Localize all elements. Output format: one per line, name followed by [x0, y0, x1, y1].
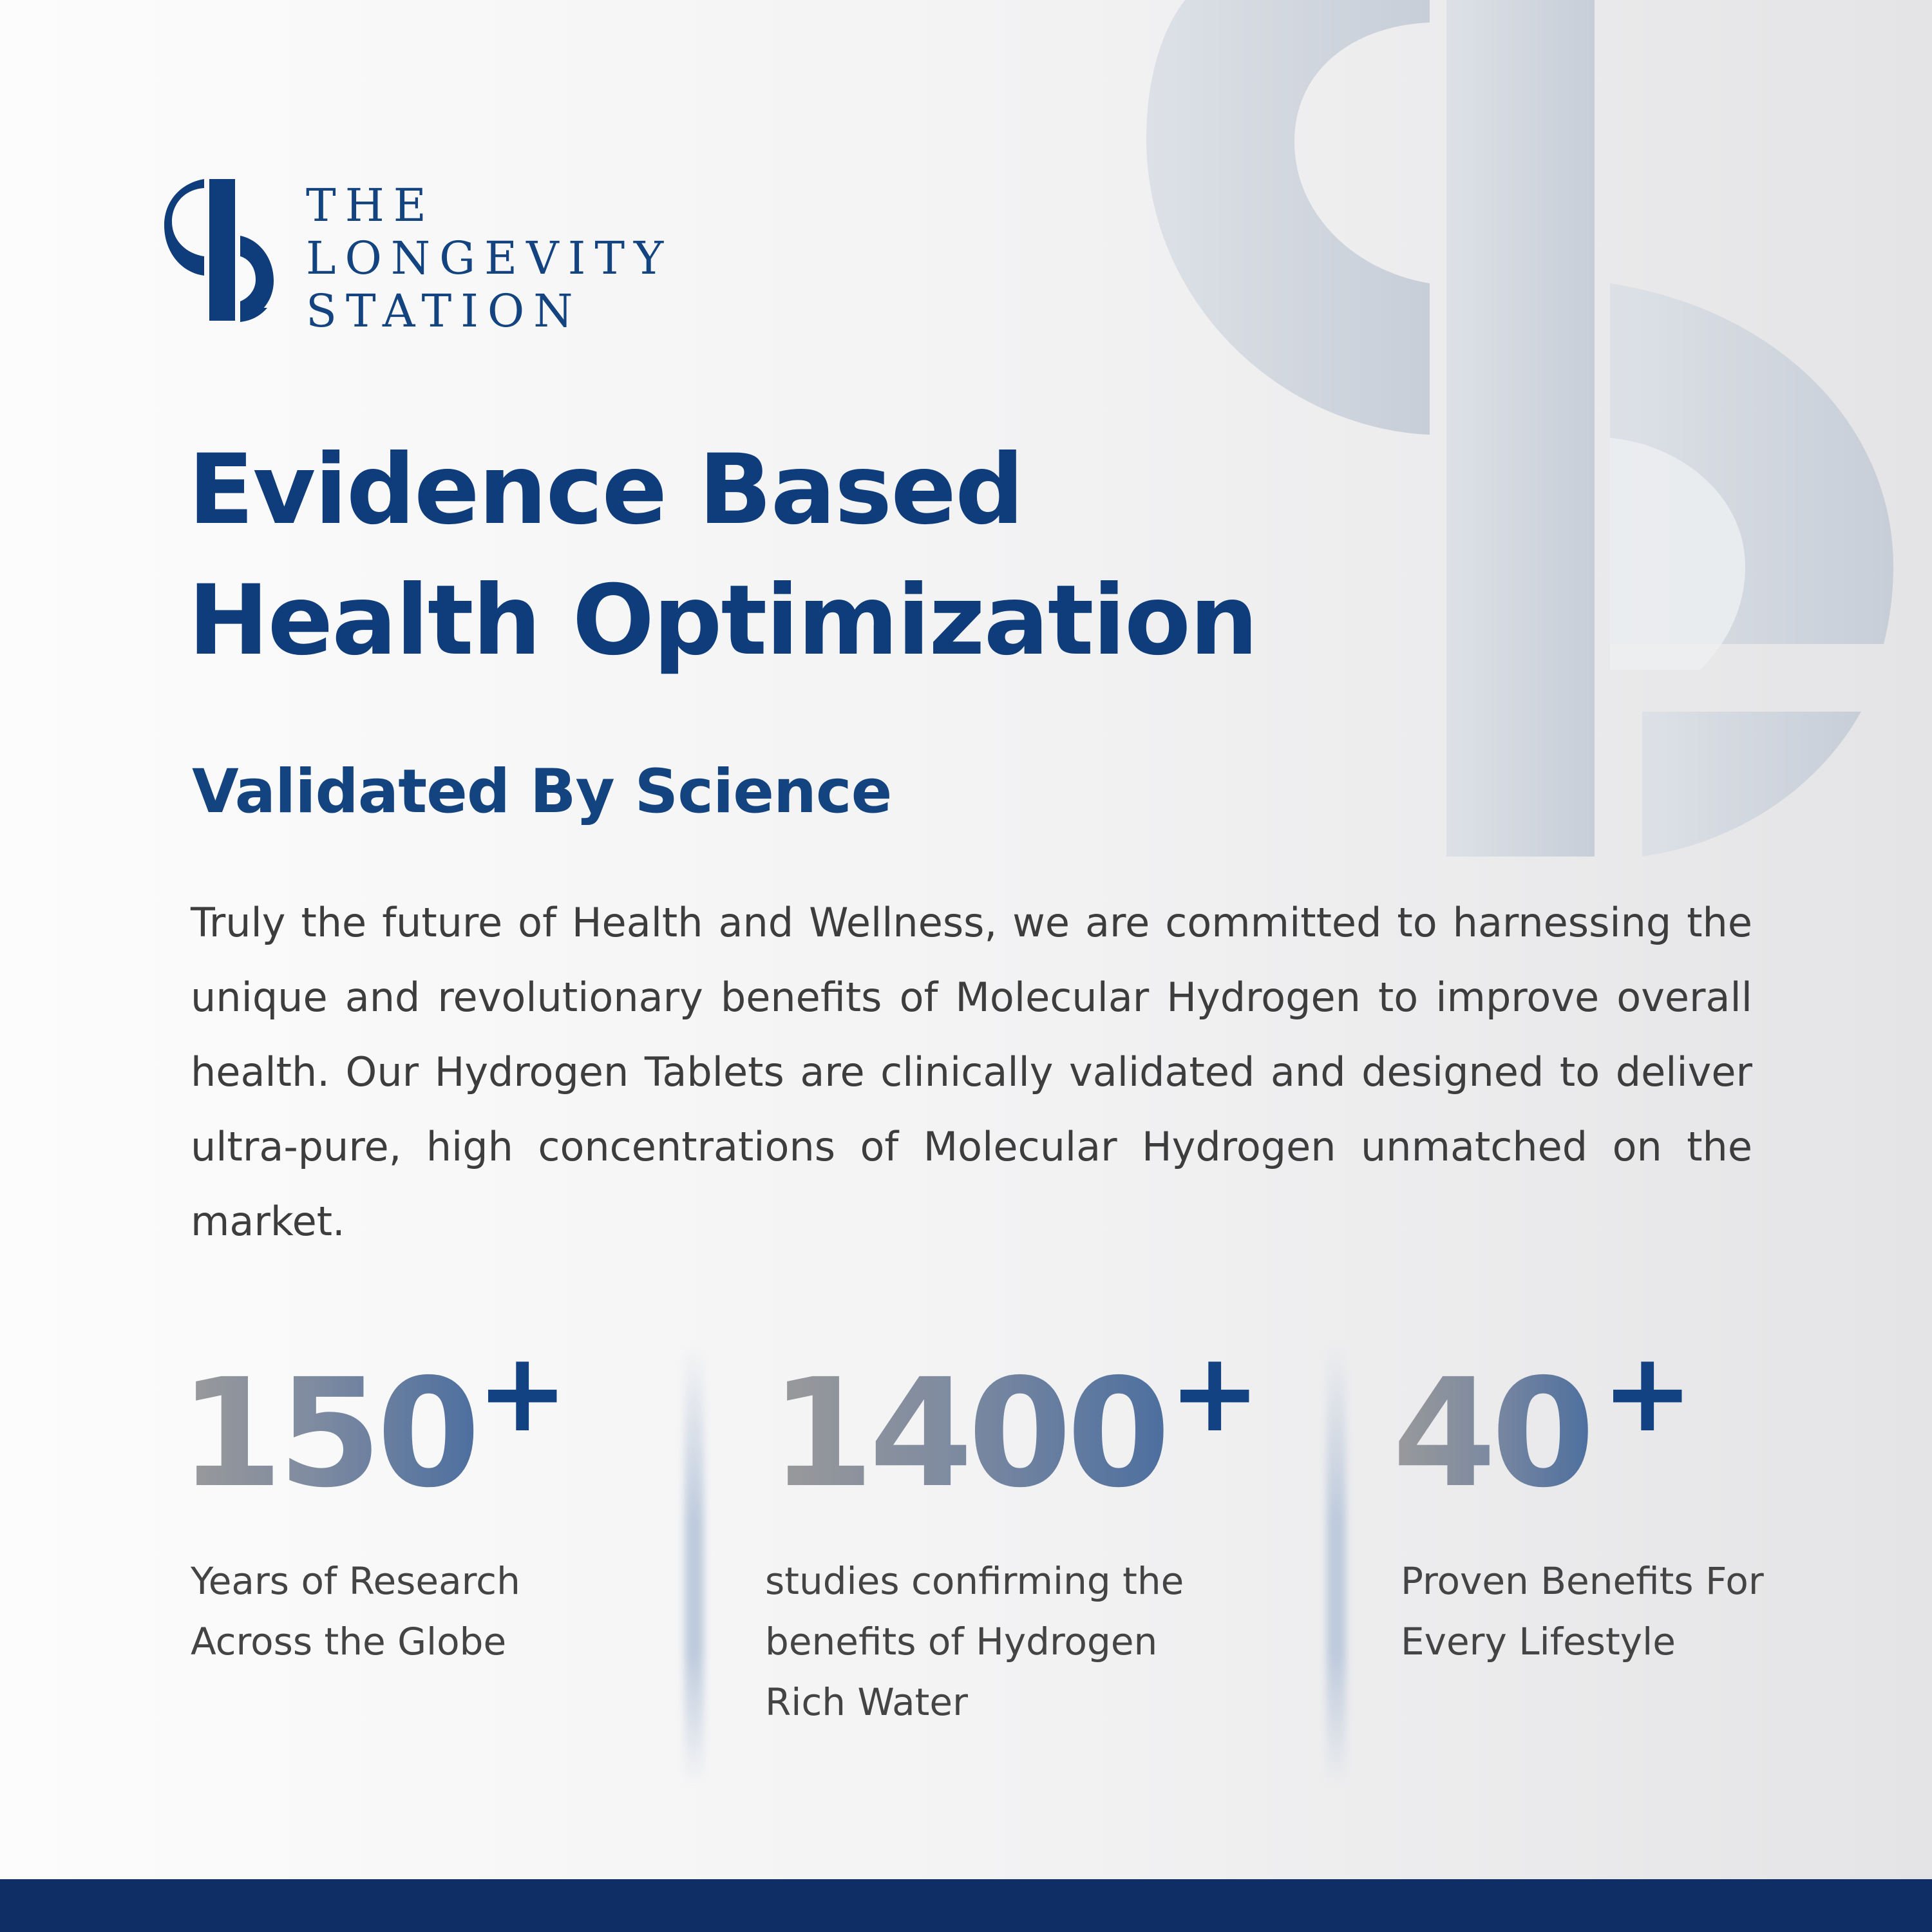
stat-years-number: 150 — [179, 1347, 476, 1520]
page-title-line2: Health Optimization — [188, 565, 1257, 677]
stat-studies-plus: + — [1169, 1329, 1261, 1457]
stat-studies — [770, 1347, 1166, 1520]
stat-years-label-line1: Years of Research — [191, 1559, 520, 1603]
stat-benefits-label-line2: Every Lifestyle — [1401, 1620, 1676, 1663]
subheading: Validated By Science — [192, 757, 892, 827]
stat-years-label — [191, 1551, 520, 1672]
stat-studies-label — [765, 1551, 1184, 1732]
stat-benefits-label — [1401, 1551, 1764, 1672]
brand-name — [306, 179, 672, 337]
page-title — [188, 425, 1257, 687]
stat-studies-label-line1: studies confirming the — [765, 1559, 1184, 1603]
footer-bar — [0, 1879, 1932, 1932]
brand-name-line1: THE — [306, 179, 435, 232]
stat-divider — [685, 1346, 704, 1784]
stat-studies-label-line2: benefits of Hydrogen — [765, 1620, 1158, 1663]
stat-studies-number: 1400 — [770, 1347, 1166, 1520]
stat-benefits — [1392, 1347, 1590, 1520]
page-title-line1: Evidence Based — [188, 434, 1023, 546]
longevity-station-logo-icon — [164, 179, 274, 324]
stat-benefits-plus: + — [1602, 1329, 1694, 1457]
brand-logo — [164, 179, 672, 337]
stat-divider — [1327, 1346, 1346, 1784]
stat-benefits-number: 40 — [1392, 1347, 1590, 1520]
stat-studies-label-line3: Rich Water — [765, 1680, 968, 1724]
stat-benefits-label-line1: Proven Benefits For — [1401, 1559, 1764, 1603]
brand-name-line2: LONGEVITY — [306, 232, 673, 285]
stat-years-plus: + — [477, 1329, 569, 1457]
stat-years — [179, 1347, 476, 1520]
body-paragraph: Truly the future of Health and Wellness, we are committed to harnessing the unique and revolutionary benefits of Molecular Hydrogen to improve overall health. Our Hydrogen Tablets are clinically validated and designed to deliver ultra-pure, high concentrations of Molecular Hydrogen unmatched on the market. — [191, 899, 1752, 1245]
stat-years-label-line2: Across the Globe — [191, 1620, 507, 1663]
brand-name-line3: STATION — [306, 285, 582, 337]
